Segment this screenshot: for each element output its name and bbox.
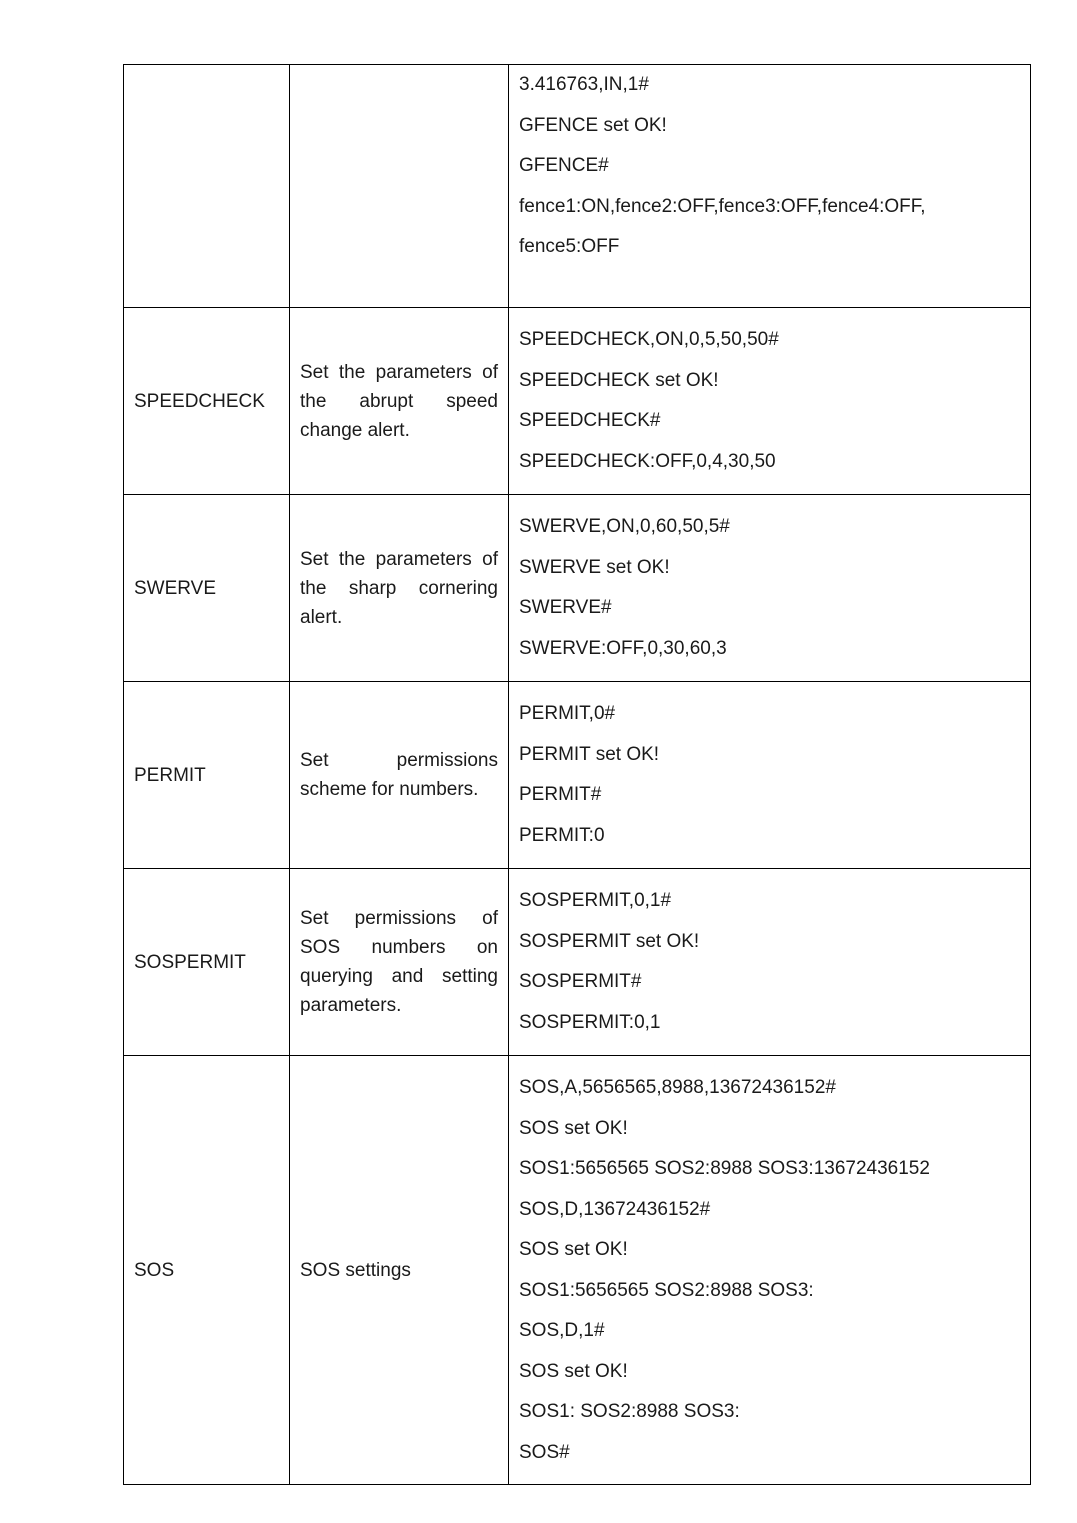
example-line: SWERVE# xyxy=(519,597,612,618)
table-row-permit xyxy=(124,682,1031,869)
command-name-cell: SOS xyxy=(124,1056,290,1485)
table-row-gfence xyxy=(124,65,1031,308)
example-line: SWERVE,ON,0,60,50,5# xyxy=(519,516,730,537)
command-name-cell xyxy=(124,65,290,308)
command-description-cell: Set the parameters of the sharp cornering alert. xyxy=(290,495,509,682)
example-line: fence5:OFF xyxy=(519,236,620,257)
example-line: SOS# xyxy=(519,1441,570,1463)
command-name-cell: SWERVE xyxy=(124,495,290,682)
example-line: PERMIT set OK! xyxy=(519,743,660,765)
example-line: GFENCE# xyxy=(519,155,609,176)
example-line: GFENCE set OK! xyxy=(519,114,667,136)
example-line: SOS set OK! xyxy=(519,1239,628,1260)
example-line: SPEEDCHECK# xyxy=(519,410,661,431)
example-line: SOS1:5656565 SOS2:8988 SOS3: xyxy=(519,1279,814,1301)
command-examples-cell xyxy=(509,65,1031,308)
example-line: PERMIT:0 xyxy=(519,824,605,846)
command-examples-cell xyxy=(509,1056,1031,1485)
example-line: PERMIT,0# xyxy=(519,703,616,724)
example-line: PERMIT# xyxy=(519,784,602,805)
example-line: SWERVE set OK! xyxy=(519,556,670,578)
command-description-cell: Set permissions of SOS numbers on querying and setting parameters. xyxy=(290,869,509,1056)
example-line: SOSPERMIT# xyxy=(519,971,642,992)
table-row-speedcheck xyxy=(124,308,1031,495)
example-line: fence1:ON,fence2:OFF,fence3:OFF,fence4:OFF, xyxy=(519,195,926,217)
command-name-cell: SOSPERMIT xyxy=(124,869,290,1056)
example-line: SOS1:5656565 SOS2:8988 SOS3:13672436152 xyxy=(519,1158,930,1179)
example-line: SOSPERMIT set OK! xyxy=(519,930,700,952)
command-examples-cell xyxy=(509,682,1031,869)
example-line: SOS set OK! xyxy=(519,1117,628,1139)
command-name-cell: SPEEDCHECK xyxy=(124,308,290,495)
command-examples-cell xyxy=(509,308,1031,495)
command-examples-cell xyxy=(509,495,1031,682)
example-line: 3.416763,IN,1# xyxy=(519,74,649,95)
example-line: SOSPERMIT,0,1# xyxy=(519,890,672,911)
example-line: SOS,A,5656565,8988,13672436152# xyxy=(519,1077,836,1098)
command-description-cell: SOS settings xyxy=(290,1056,509,1485)
command-examples-cell xyxy=(509,869,1031,1056)
example-line: SPEEDCHECK:OFF,0,4,30,50 xyxy=(519,450,776,472)
example-line: SOS1: SOS2:8988 SOS3: xyxy=(519,1401,740,1422)
table-row-swerve xyxy=(124,495,1031,682)
command-description-cell: Set the parameters of the abrupt speed change alert. xyxy=(290,308,509,495)
command-table xyxy=(123,64,1031,1485)
example-line: SPEEDCHECK set OK! xyxy=(519,369,719,391)
example-line: SOSPERMIT:0,1 xyxy=(519,1011,661,1033)
example-line: SOS set OK! xyxy=(519,1360,628,1382)
command-description-cell xyxy=(290,65,509,308)
command-description-cell: Set permissions scheme for numbers. xyxy=(290,682,509,869)
example-line: SPEEDCHECK,ON,0,5,50,50# xyxy=(519,329,779,350)
table-row-sos xyxy=(124,1056,1031,1485)
example-line: SWERVE:OFF,0,30,60,3 xyxy=(519,637,727,659)
example-line: SOS,D,1# xyxy=(519,1320,605,1341)
command-name-cell: PERMIT xyxy=(124,682,290,869)
table-row-sospermit xyxy=(124,869,1031,1056)
example-line: SOS,D,13672436152# xyxy=(519,1198,711,1220)
